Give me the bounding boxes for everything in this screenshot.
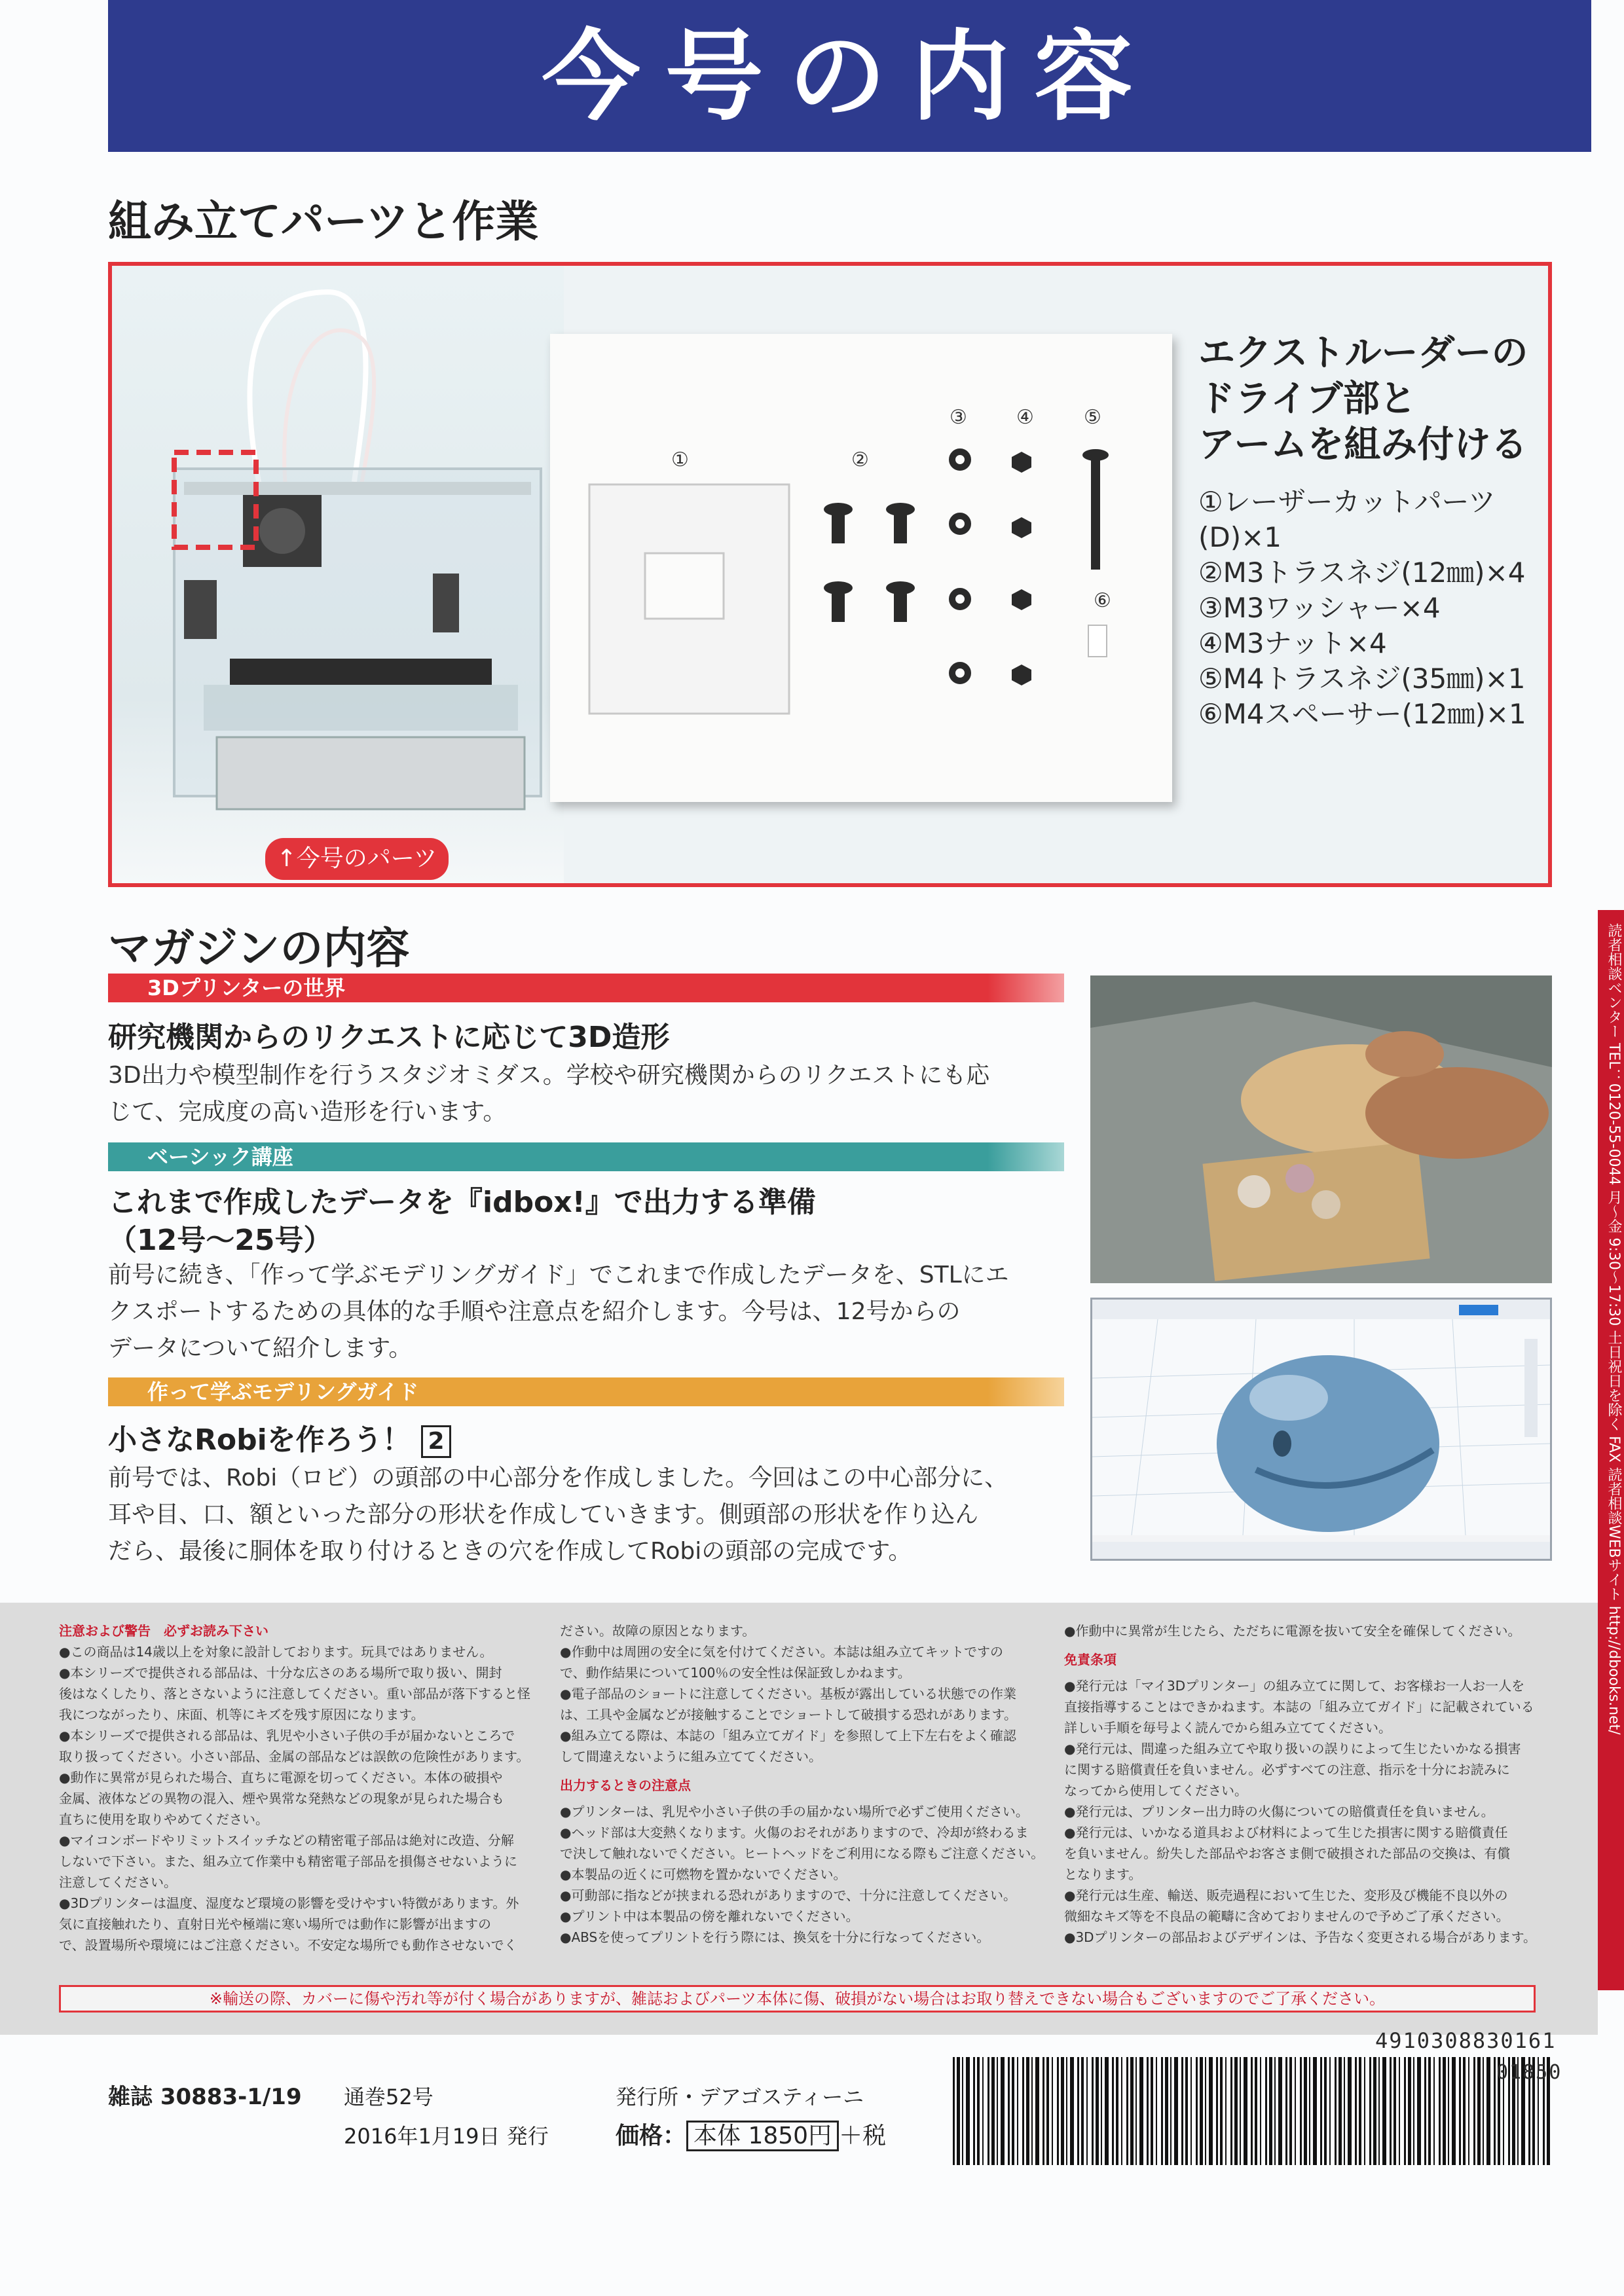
notice-col-1 [59, 1620, 547, 1956]
article-body-line: だら、最後に胴体を取り付けるときの穴を作成してRobiの頭部の完成です。 [108, 1538, 912, 1565]
notice-line: ●発行元は、プリンター出力時の火傷についての賠償責任を負いません。 [1064, 1804, 1494, 1819]
issue-badge: 2 [421, 1425, 451, 1458]
barcode-bar [1026, 2057, 1029, 2165]
notice-line: 直接指導することはできかねます。本誌の「組み立てガイド」に記載されている [1064, 1699, 1534, 1715]
barcode-bar [1477, 2057, 1481, 2165]
barcode-bar [1295, 2057, 1296, 2165]
part-number-1: ① [671, 448, 689, 471]
barcode-bar [1452, 2057, 1456, 2165]
barcode-bar [1012, 2057, 1014, 2165]
category-ribbon-3d-world: 3Dプリンターの世界 [108, 974, 1064, 1002]
barcode-bar [1121, 2057, 1122, 2165]
barcode-bar [1101, 2057, 1102, 2165]
barcode-bar [1269, 2057, 1272, 2165]
notice-line: を負いません。紛失した部品やお客さま側で破損された部品の交換は、有償 [1064, 1846, 1511, 1861]
article-title: 研究機関からのリクエストに応じて3D造形 [108, 1021, 670, 1054]
parts-list-item: ⑥M4スペーサー(12㎜)×1 [1198, 698, 1526, 730]
barcode-bar [1433, 2057, 1435, 2165]
barcode-bar [1139, 2057, 1143, 2165]
notice-line: 注意してください。 [59, 1874, 177, 1890]
barcode-bar [1300, 2057, 1302, 2165]
barcode-bar [1096, 2057, 1099, 2165]
barcode-number: 4910308830161 [1375, 2028, 1557, 2053]
barcode-bar [1105, 2057, 1109, 2165]
barcode-bar [1116, 2057, 1118, 2165]
magazine-heading: マガジンの内容 [108, 923, 410, 974]
price-tax: ＋税 [839, 2123, 887, 2149]
barcode-bar [1061, 2057, 1064, 2165]
barcode-bar [1348, 2057, 1352, 2165]
notice-line: に関する賠償責任を負いません。必ずすべての注意、指示を十分にお読みに [1064, 1762, 1510, 1777]
barcode-bar [1468, 2057, 1469, 2165]
printer-illustration [112, 266, 564, 883]
notice-line: で、設置場所や環境にはご注意ください。不安定な場所でも動作させないでく [59, 1937, 517, 1953]
barcode-bar [1008, 2057, 1010, 2165]
notice-line: ●発行元は、間違った組み立てや取り扱いの誤りによって生じたいかなる損害 [1064, 1741, 1521, 1757]
notice-line: ●本製品の近くに可燃物を置かないでください。 [560, 1867, 847, 1882]
barcode-bar [991, 2057, 995, 2165]
notice-line: ●作動中は周囲の安全に気を付けてください。本誌は組み立てキットですの [560, 1644, 1004, 1660]
barcode-bar [1289, 2057, 1292, 2165]
price-label: 価格： [616, 2123, 687, 2149]
notice-line: 金属、液体などの異物の混入、煙や異常な発熱などの現象が見られた場合も [59, 1791, 504, 1806]
notice-line: 取り扱ってください。小さい部品、金属の部品などは誤飲の危険性があります。 [59, 1749, 530, 1764]
publisher [616, 2081, 864, 2111]
parts-list-item: ④M3ナット×4 [1198, 627, 1387, 659]
barcode-bar [1486, 2057, 1490, 2165]
parts-illustration [550, 334, 1172, 802]
notice-line: 気に直接触れたり、直射日光や極端に寒い場所では動作に影響が出ますの [59, 1916, 491, 1932]
barcode-bar [1070, 2057, 1074, 2165]
barcode-bar [1052, 2057, 1053, 2165]
barcode-bar [1473, 2057, 1475, 2165]
parts-list [1198, 484, 1526, 732]
barcode-bar [1112, 2057, 1114, 2165]
barcode-bar [1274, 2057, 1276, 2165]
barcode-bar [1424, 2057, 1426, 2165]
studio-photo [1090, 975, 1552, 1283]
article-body-line: 3D出力や模型制作を行うスタジオミダス。学校や研究機関からのリクエストにも応 [108, 1062, 990, 1089]
task-title-line: ドライブ部と [1198, 378, 1416, 420]
barcode-bar [1147, 2057, 1149, 2165]
barcode-bar [1304, 2057, 1307, 2165]
barcode-bar [1161, 2057, 1163, 2165]
notice-line: ●この商品は14歳以上を対象に設計しております。玩具ではありません。 [59, 1644, 493, 1660]
notice-col-3 [1064, 1620, 1575, 1948]
parts-board [550, 334, 1172, 802]
barcode-bar [1077, 2057, 1079, 2165]
notice-line: ●発行元は、いかなる道具および材料によって生じた損害に関する賠償責任 [1064, 1825, 1508, 1840]
notice-line: して間違えないように組み立ててください。 [560, 1749, 822, 1764]
publisher-label: 発行所 [616, 2085, 679, 2109]
notice-line: で決して触れないでください。ヒートヘッドをご利用になる際もご注意ください。 [560, 1846, 1044, 1861]
notice-line: ●マイコンボードやリミットスイッチなどの精密電子部品は絶対に改造、分解 [59, 1832, 514, 1848]
barcode-bar [1066, 2057, 1067, 2165]
category-ribbon-modeling: 作って学ぶモデリングガイド [108, 1377, 1064, 1406]
barcode-bar [1035, 2057, 1039, 2165]
publisher-name: デアゴスティーニ [699, 2085, 864, 2109]
barcode-bar [1320, 2057, 1322, 2165]
barcode [953, 2057, 1555, 2165]
notice-heading: 免責条項 [1064, 1652, 1116, 1667]
barcode-bar [1130, 2057, 1134, 2165]
barcode-bar [1209, 2057, 1213, 2165]
parts-list-item: (D)×1 [1198, 521, 1282, 553]
barcode-bar [1225, 2057, 1227, 2165]
barcode-bar [1369, 2057, 1371, 2165]
barcode-bar [1309, 2057, 1310, 2165]
barcode-bar [1230, 2057, 1232, 2165]
notice-line: ●本シリーズで提供される部品は、乳児や小さい子供の手が届かないところで [59, 1728, 515, 1743]
barcode-bar [962, 2057, 963, 2165]
barcode-bar [1390, 2057, 1392, 2165]
task-title-line: アームを組み付ける [1198, 424, 1528, 466]
notice-line: は、工具や金属などが接触することでショートして破損する恐れがあります。 [560, 1707, 1017, 1722]
barcode-bar [1483, 2057, 1484, 2165]
part-number-4: ④ [1016, 406, 1034, 429]
notice-line: 我につながったり、床面、机等にキズを残す原因になります。 [59, 1707, 424, 1722]
side-strip-text: 読者相談ベンター TEL：0120-55-0044 月～金 9:30～17:30 土日祝日を除く FAX 読者相談WEBサイト http://dbooks.net/ [1606, 923, 1622, 1735]
parts-list-item: ⑤M4トラスネジ(35㎜)×1 [1198, 663, 1526, 695]
part-number-6: ⑥ [1094, 589, 1111, 612]
parts-caption: ↑今号のパーツ [265, 838, 449, 880]
barcode-bar [1220, 2057, 1223, 2165]
barcode-sub-number: 01850 [1496, 2061, 1562, 2084]
barcode-bar [1364, 2057, 1365, 2165]
barcode-bar [997, 2057, 998, 2165]
notice-line: となります。 [1064, 1867, 1142, 1882]
barcode-bar [1170, 2057, 1172, 2165]
barcode-bar [1355, 2057, 1357, 2165]
barcode-bar [1344, 2057, 1345, 2165]
article-title: これまで作成したデータを『idbox!』で出力する準備 [108, 1186, 816, 1219]
barcode-bar [1031, 2057, 1033, 2165]
article-subtitle: （12号～25号） [108, 1224, 333, 1257]
modeling-screenshot-illustration [1092, 1300, 1550, 1559]
barcode-bar [977, 2057, 980, 2165]
notice-line: 微細なキズ等を不良品の範疇に含めておりませんので予めご了承ください。 [1064, 1908, 1509, 1924]
barcode-bar [1265, 2057, 1267, 2165]
barcode-bar [1086, 2057, 1088, 2165]
printer-photo [112, 266, 564, 883]
notice-line: ださい。故障の原因となります。 [560, 1623, 756, 1639]
barcode-bar [966, 2057, 970, 2165]
barcode-bar [957, 2057, 960, 2165]
barcode-bar [1399, 2057, 1400, 2165]
barcode-bar [1260, 2057, 1261, 2165]
barcode-bar [1408, 2057, 1411, 2165]
barcode-bar [1234, 2057, 1238, 2165]
notice-line: で、動作結果について100％の安全性は保証致しかねます。 [560, 1665, 911, 1681]
barcode-bar [1443, 2057, 1446, 2165]
barcode-bar [1151, 2057, 1153, 2165]
barcode-bar [1022, 2057, 1024, 2165]
barcode-bar [1205, 2057, 1206, 2165]
barcode-bar [982, 2057, 984, 2165]
article-body [108, 1257, 1064, 1367]
notice-line: ●ABSを使ってプリントを行う際には、換気を十分に行なってください。 [560, 1929, 990, 1945]
parts-list-item: ③M3ワッシャー×4 [1198, 592, 1441, 624]
barcode-bar [1046, 2057, 1049, 2165]
barcode-bar [1240, 2057, 1241, 2165]
notice-line: ●3Dプリンターの部品およびデザインは、予告なく変更される場合があります。 [1064, 1929, 1536, 1945]
article-body-line: 前号に続き、「作って学ぶモデリングガイド」でこれまで作成したデータを、STLにエ [108, 1262, 1009, 1288]
barcode-bar [1313, 2057, 1317, 2165]
notice-line: なってから使用してください。 [1064, 1783, 1247, 1798]
parts-heading: 組み立てパーツと作業 [108, 196, 539, 247]
notice-line: ●プリンターは、乳児や小さい子供の手の届かない場所で必ずご使用ください。 [560, 1804, 1029, 1819]
barcode-bar [1190, 2057, 1192, 2165]
barcode-bar [1417, 2057, 1421, 2165]
notice-heading: 出力するときの注意点 [560, 1777, 691, 1793]
task-title-line: エクストルーダーの [1198, 332, 1528, 374]
article-body-line: クスポートするための具体的な手順や注意点を紹介します。今号は、12号からの [108, 1298, 961, 1325]
notice-line: ●3Dプリンターは温度、湿度など環境の影響を受けやすい特徴があります。外 [59, 1895, 519, 1911]
barcode-bar [1043, 2057, 1044, 2165]
parts-list-item: ②M3トラスネジ(12㎜)×4 [1198, 556, 1526, 589]
barcode-bar [1278, 2057, 1282, 2165]
barcode-bar [1439, 2057, 1441, 2165]
barcode-bar [1251, 2057, 1253, 2165]
barcode-bar [1359, 2057, 1361, 2165]
notice-line: ●動作に異常が見られた場合、直ちに電源を切ってください。本体の破損や [59, 1770, 503, 1785]
article-body-line: 前号では、Robi（ロビ）の頭部の中心部分を作成しました。今回はこの中心部分に、 [108, 1465, 1008, 1491]
barcode-bar [1057, 2057, 1059, 2165]
parts-list-item: ①レーザーカットパーツ [1198, 486, 1496, 518]
barcode-bar [1324, 2057, 1327, 2165]
article-title-text: 小さなRobiを作ろう！ [108, 1423, 411, 1457]
barcode-bar [1382, 2057, 1386, 2165]
barcode-bar [1165, 2057, 1168, 2165]
barcode-bar [1156, 2057, 1157, 2165]
barcode-bar [1373, 2057, 1376, 2165]
barcode-bar [1404, 2057, 1406, 2165]
barcode-bar [1185, 2057, 1188, 2165]
category-ribbon-basic: ベーシック講座 [108, 1142, 1064, 1171]
barcode-bar [953, 2057, 955, 2165]
notice-line: ●発行元は生産、輸送、販売過程において生じた、変形及び機能不良以外の [1064, 1887, 1508, 1903]
issue-number: 通巻52号 [344, 2085, 434, 2109]
part-number-5: ⑤ [1084, 406, 1101, 429]
part-number-2: ② [851, 448, 869, 471]
barcode-bar [1135, 2057, 1137, 2165]
barcode-bar [1174, 2057, 1178, 2165]
notice-line: ●ヘッド部は大変熱くなります。火傷のおそれがありますので、冷却が終わるま [560, 1825, 1029, 1840]
barcode-bar [1413, 2057, 1414, 2165]
notice-line: ●本シリーズで提供される部品は、十分な広さのある場所で取り扱い、開封 [59, 1665, 502, 1681]
publisher-separator: ・ [678, 2085, 700, 2109]
barcode-bar [1335, 2057, 1337, 2165]
notice-line: 後はなくしたり、落とさないように注意してください。重い部品が落下すると怪 [59, 1686, 530, 1702]
barcode-bar [1216, 2057, 1218, 2165]
barcode-bar [1092, 2057, 1094, 2165]
page-title: 今号の内容 [542, 20, 1158, 134]
part-number-3: ③ [950, 406, 967, 429]
barcode-bar [1329, 2057, 1331, 2165]
barcode-bar [1244, 2057, 1247, 2165]
barcode-bar [1428, 2057, 1431, 2165]
issue-date: 2016年1月19日 発行 [344, 2124, 549, 2149]
article-body-line: 耳や目、口、額といった部分の形状を作成していきます。側頭部の形状を作り込ん [108, 1501, 979, 1528]
notice-heading: 注意および警告 必ずお読み下さい [59, 1623, 268, 1639]
article-body-line: じて、完成度の高い造形を行います。 [108, 1099, 507, 1125]
notice-line: 直ちに使用を取りやめてください。 [59, 1812, 268, 1827]
barcode-bar [1255, 2057, 1257, 2165]
notice-line: ●発行元は「マイ3Dプリンター」の組み立てに関して、お客様お一人お一人を [1064, 1678, 1525, 1694]
barcode-bar [1126, 2057, 1128, 2165]
barcode-bar [1463, 2057, 1466, 2165]
barcode-bar [1285, 2057, 1287, 2165]
notice-col-2 [560, 1620, 1077, 1948]
article-body [108, 1460, 1064, 1570]
barcode-bar [973, 2057, 975, 2165]
barcode-bar [1448, 2057, 1449, 2165]
notice-line: ●電子部品のショートに注意してください。基板が露出している状態での作業 [560, 1686, 1017, 1702]
magazine-code: 雑誌 30883-1/19 [108, 2084, 302, 2110]
price-value: 本体 1850円 [686, 2121, 839, 2151]
notice-line: ●可動部に指などが挟まれる恐れがありますので、十分に注意してください。 [560, 1887, 1017, 1903]
notice-line: ●作動中に異常が生じたら、ただちに電源を抜いて安全を確保してください。 [1064, 1623, 1521, 1639]
barcode-bar [1017, 2057, 1018, 2165]
notice-line: 詳しい手順を毎号よく読んでから組み立ててください。 [1064, 1720, 1392, 1736]
studio-photo-illustration [1090, 975, 1552, 1283]
notice-line: ●プリント中は本製品の傍を離れないでください。 [560, 1908, 859, 1924]
barcode-bar [987, 2057, 989, 2165]
barcode-bar [1459, 2057, 1461, 2165]
barcode-bar [1393, 2057, 1396, 2165]
task-title [1198, 331, 1528, 468]
article-body [108, 1057, 1064, 1131]
barcode-bar [1378, 2057, 1380, 2165]
barcode-bar [1338, 2057, 1342, 2165]
notice-line: しないで下さい。また、組み立て作業中も精密電子部品を損傷させないように [59, 1853, 517, 1869]
article-title [108, 1416, 451, 1458]
modeling-software-screenshot [1090, 1298, 1552, 1561]
barcode-bar [1200, 2057, 1203, 2165]
price [616, 2117, 886, 2151]
barcode-bar [1196, 2057, 1198, 2165]
barcode-bar [1181, 2057, 1183, 2165]
article-body-line: データについて紹介します。 [108, 1335, 413, 1362]
shipping-note: ※輸送の際、カバーに傷や汚れ等が付く場合がありますが、雑誌およびパーツ本体に傷、破損がない場合はお取り替えできない場合もございますのでご了承ください。 [59, 1985, 1536, 2013]
barcode-bar [1001, 2057, 1005, 2165]
notice-line: ●組み立てる際は、本誌の「組み立てガイド」を参照して上下左右をよく確認 [560, 1728, 1016, 1743]
barcode-bar [1081, 2057, 1084, 2165]
barcode-bar [1494, 2057, 1496, 2165]
